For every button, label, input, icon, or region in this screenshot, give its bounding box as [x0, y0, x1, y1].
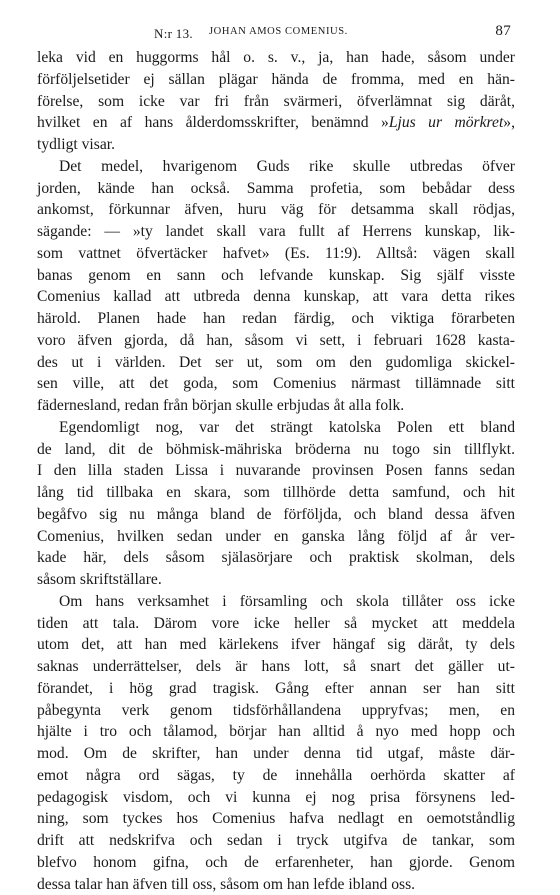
text-line: ning, som tyckes hos Comenius hafva nedlagt en oemotståndlig [37, 808, 515, 830]
text-line: tydligt visar. [37, 134, 515, 156]
text-line: jorden, kände han också. Samma profetia, som bebådar dess [37, 178, 515, 200]
text-line: begåfvo sig nu många bland de förföljda, och bland dessa äfven [37, 504, 515, 526]
text-line: Egendomligt nog, var det strängt katolska Polen ett bland [37, 417, 515, 439]
text-line: dessa talar han äfven till oss, såsom om han lefde ibland oss. [37, 874, 515, 895]
text-line: förandet, i hög grad tragisk. Gång efter annan ser han sitt [37, 678, 515, 700]
issue-number: N:r 13. [154, 26, 193, 42]
text-line: sen ville, att det goda, som Comenius närmast tillämnade sitt [37, 373, 515, 395]
paragraph [37, 417, 515, 591]
book-page [37, 14, 515, 895]
paragraph [37, 591, 515, 895]
text-line: voro äfven gjorda, då han, såsom vi sett, i februari 1628 kasta- [37, 330, 515, 352]
text-line: de land, dit de böhmisk-mähriska bröderna nu togo sin tillflykt. [37, 439, 515, 461]
text-line: blefvo honom gifna, och de erfarenheter, han gjorde. Genom [37, 852, 515, 874]
text-line: förföljelsetider ej sällan plägar hända de fromma, med en hän- [37, 69, 515, 91]
text-line: påbegynta verk genom tidsförhållandena uppryfvas; men, en [37, 700, 515, 722]
text-line: som vattnet öfvertäcker hafvet» (Es. 11:9). Alltså: vägen skall [37, 243, 515, 265]
body-text [37, 47, 515, 895]
text-line: ankomst, förkunnar äfven, huru väg för detsamma skall rödjas, [37, 199, 515, 221]
text-line: saknas underrättelser, dels är hans lott, så snart det gäller ut- [37, 656, 515, 678]
book-title: Ljus ur mörkret [389, 114, 503, 131]
text-line: pedagogisk visdom, och vi kunna ej nog prisa försynens led- [37, 787, 515, 809]
text-line: des ut i världen. Det ser ut, som om den gudomliga skickel- [37, 352, 515, 374]
running-head [37, 14, 515, 44]
text-line: härold. Planen hade han redan färdig, och viktiga förarbeten [37, 308, 515, 330]
text-line: hjälte i tro och tålamod, börjar han alltid å nyo med hopp och [37, 721, 515, 743]
text-line: sägande: — »ty landet skall vara fullt af Herrens kunskap, lik- [37, 221, 515, 243]
text-line: kade här, dels såsom själasörjare och praktisk skolman, dels [37, 547, 515, 569]
text-line: mod. Om de skrifter, han under denna tid utgaf, måste där- [37, 743, 515, 765]
text-line: såsom skriftställare. [37, 569, 515, 591]
text-line: utom det, att han med kärlekens ifver hängaf sig däråt, ty dels [37, 634, 515, 656]
page-number: 87 [495, 23, 511, 40]
text-line: Det medel, hvarigenom Guds rike skulle utbredas öfver [37, 156, 515, 178]
text-line: drift att nedskrifva och sedan i tryck utgifva de tankar, som [37, 830, 515, 852]
paragraph [37, 47, 515, 156]
text-line: lång tid tillbaka en skara, som tillhörde detta samfund, och hit [37, 482, 515, 504]
text-line: förelse, som icke var fri från svärmeri, öfverlämnat sig däråt, [37, 91, 515, 113]
text-line: emot några ord sägas, ty de innehålla oerhörda skatter af [37, 765, 515, 787]
text-line: Comenius kallad att utbreda denna kunskap, att vara detta rikes [37, 286, 515, 308]
text-line: tiden att tala. Därom vore icke heller så mycket att meddela [37, 613, 515, 635]
text-line: I den lilla staden Lissa i nuvarande provinsen Posen fanns sedan [37, 460, 515, 482]
text-line: fädernesland, redan från början skulle erbjudas åt alla folk. [37, 395, 515, 417]
text-line: leka vid en huggorms hål o. s. v., ja, han hade, såsom under [37, 47, 515, 69]
paragraph [37, 156, 515, 417]
text-line: banas genom en sann och lefvande kunskap. Sig själf visste [37, 265, 515, 287]
running-title: JOHAN AMOS COMENIUS. [209, 26, 348, 37]
text-line: Om hans verksamhet i församling och skola tillåter oss icke [37, 591, 515, 613]
text-line: hvilket en af hans ålderdomsskrifter, benämnd »Ljus ur mörkret», [37, 112, 515, 134]
text-line: Comenius, hvilken sedan under en ganska lång följd af år ver- [37, 526, 515, 548]
